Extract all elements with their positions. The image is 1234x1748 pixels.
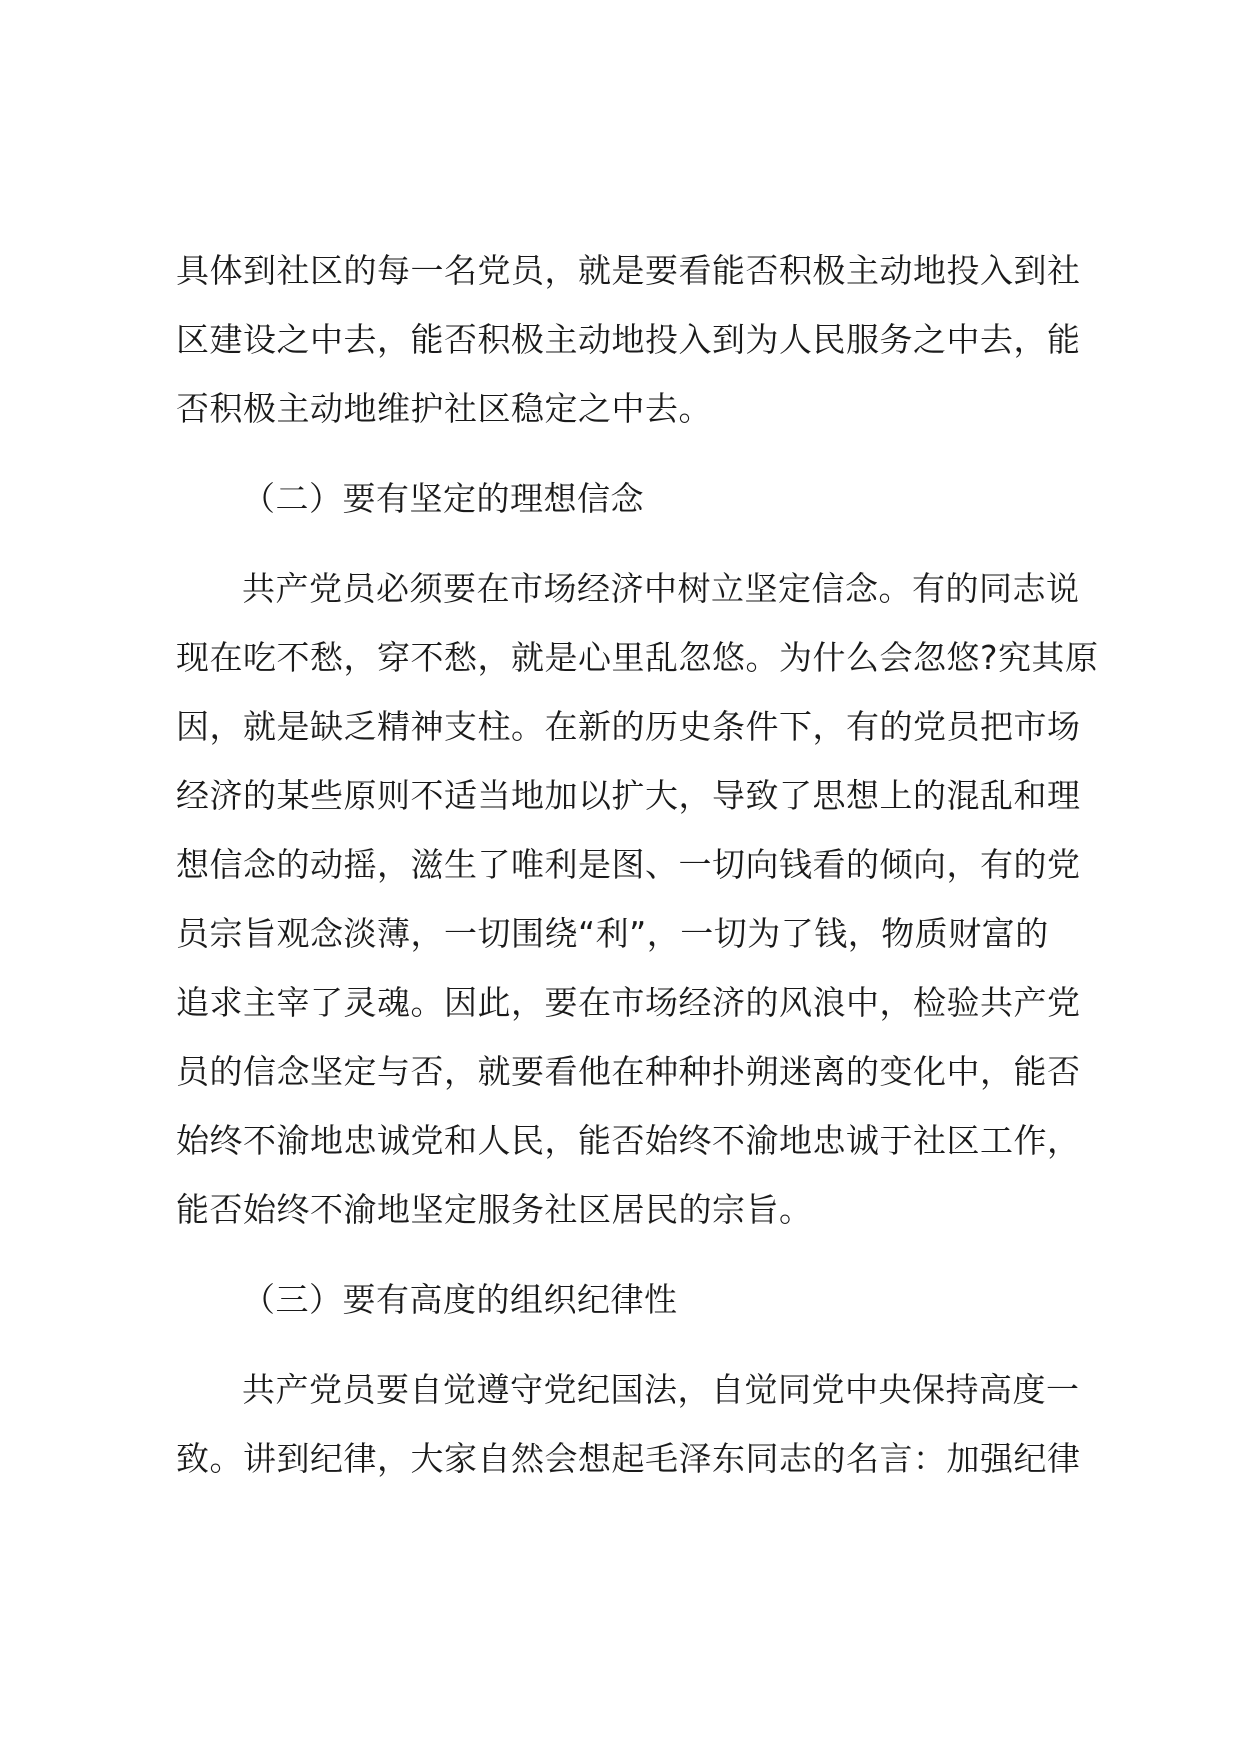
text-line: 能否始终不渝地坚定服务社区居民的宗旨。 — [176, 1190, 813, 1229]
text-line: 经济的某些原则不适当地加以扩大，导致了思想上的混乱和理 — [176, 776, 1081, 815]
text-line: 区建设之中去，能否积极主动地投入到为人民服务之中去，能 — [176, 320, 1081, 359]
text-line: 现在吃不愁，穿不愁，就是心里乱忽悠。为什么会忽悠?究其原 — [176, 638, 1099, 677]
section-heading-ideals: （二）要有坚定的理想信念 — [242, 479, 644, 518]
text-line: 追求主宰了灵魂。因此，要在市场经济的风浪中，检验共产党 — [176, 983, 1081, 1022]
text-line: 员的信念坚定与否，就要看他在种种扑朔迷离的变化中，能否 — [176, 1052, 1081, 1091]
paragraph-ideals — [176, 554, 1106, 1244]
section-heading-discipline: （三）要有高度的组织纪律性 — [242, 1280, 678, 1319]
paragraph-discipline — [176, 1355, 1106, 1493]
text-line: 共产党员要自觉遵守党纪国法，自觉同党中央保持高度一 — [242, 1370, 1080, 1409]
text-line: 员宗旨观念淡薄，一切围绕“利”，一切为了钱，物质财富的 — [176, 914, 1049, 953]
text-line: 共产党员必须要在市场经济中树立坚定信念。有的同志说 — [242, 569, 1080, 608]
document-body — [176, 236, 1106, 1493]
text-line: 具体到社区的每一名党员，就是要看能否积极主动地投入到社 — [176, 251, 1081, 290]
text-line: 始终不渝地忠诚党和人民，能否始终不渝地忠诚于社区工作， — [176, 1121, 1081, 1160]
text-line: 致。讲到纪律，大家自然会想起毛泽东同志的名言：加强纪律 — [176, 1439, 1081, 1478]
text-line: 因，就是缺乏精神支柱。在新的历史条件下，有的党员把市场 — [176, 707, 1081, 746]
text-line: 否积极主动地维护社区稳定之中去。 — [176, 389, 712, 428]
text-line: 想信念的动摇，滋生了唯利是图、一切向钱看的倾向，有的党 — [176, 845, 1081, 884]
paragraph-community-members — [176, 236, 1106, 443]
